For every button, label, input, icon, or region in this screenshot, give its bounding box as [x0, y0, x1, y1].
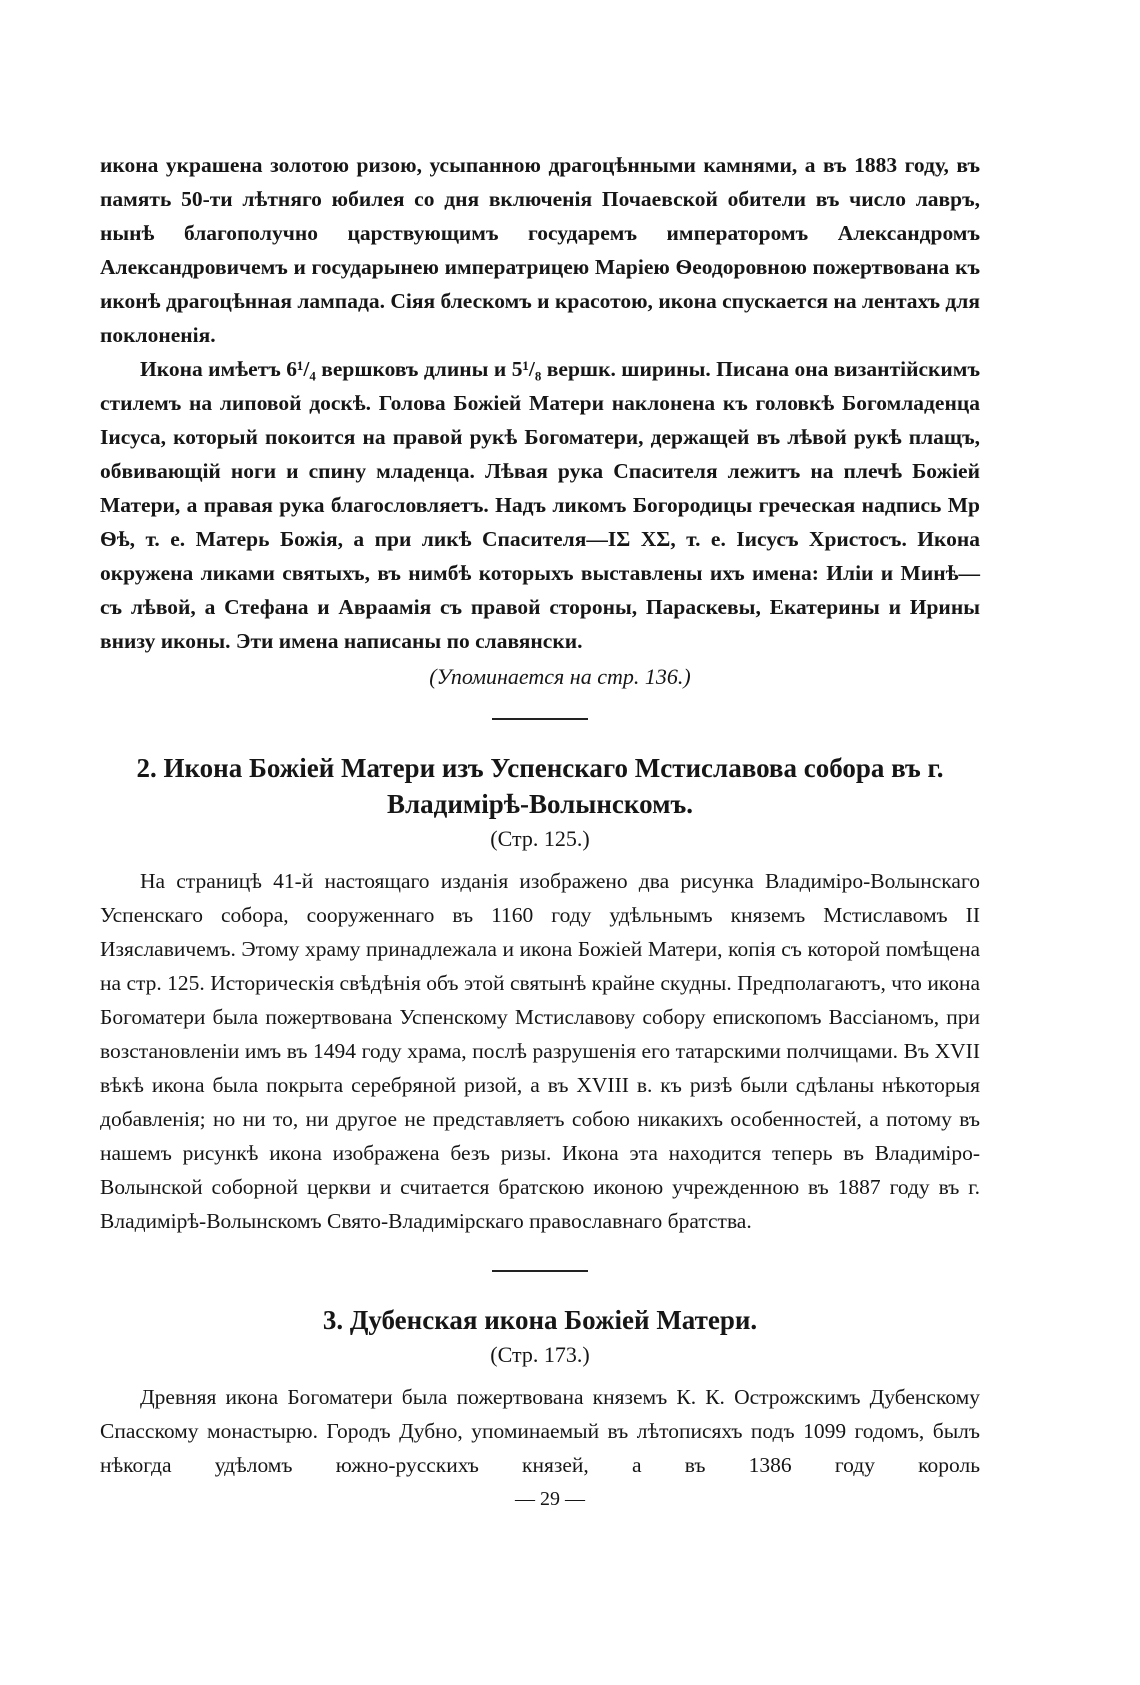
page-reference-vladimir: (Стр. 125.) [490, 826, 590, 851]
mention-reference: (Упоминается на стр. 136.) [429, 664, 691, 689]
page-reference-dubno: (Стр. 173.) [490, 1342, 590, 1367]
section-heading-vladimir: 2. Икона Божіей Матери изъ Успенскаго Мстиславова собора въ г. Владимірѣ-Волынскомъ. [136, 753, 944, 819]
page-content [100, 148, 980, 1511]
section-heading-dubno: 3. Дубенская икона Божіей Матери. [322, 1305, 758, 1335]
section-divider [492, 718, 588, 720]
section-divider [492, 1270, 588, 1272]
paragraph-icon-description: Икона имѣетъ 6¹/₄ вершковъ длины и 5¹/₈ вершк. ширины. Писана она византійскимъ стилемъ на липовой доскѣ. Голова Божіей Матери наклонена къ головкѣ Богомладенца Іисуса, который покоится на правой рукѣ Богоматери, держащей въ лѣвой рукѣ плащъ, обвивающій ноги и спину младенца. Лѣвая рука Спасителя лежитъ на плечѣ Божіей Матери, а правая рука благословляетъ. Надъ ликомъ Богородицы греческая надпись Мр Ѳѣ, т. е. Матерь Божія, а при ликѣ Спасителя—IΣ ΧΣ, т. е. Іисусъ Христосъ. Икона окружена ликами святыхъ, въ нимбѣ которыхъ выставлены ихъ имена: Иліи и Минѣ—съ лѣвой, а Стефана и Авраамія съ правой стороны, Параскевы, Екатерины и Ирины внизу иконы. Эти имена написаны по славянски. [100, 357, 980, 653]
paragraph-rizа: икона украшена золотою ризою, усыпанною драгоцѣнными камнями, а въ 1883 году, въ память 50-ти лѣтняго юбилея со дня включенія Почаевской обители въ число лавръ, нынѣ благополучно царствующимъ государемъ императоромъ Александромъ Александровичемъ и государынею императрицею Маріею Ѳеодоровною пожертвована къ иконѣ драгоцѣнная лампада. Сіяя блескомъ и красотою, икона спускается на лентахъ для поклоненія. [100, 153, 980, 347]
paragraph-dubno: Древняя икона Богоматери была пожертвована княземъ К. К. Острожскимъ Дубенскому Спасскому монастырю. Городъ Дубно, упоминаемый въ лѣтописяхъ подъ 1099 годомъ, былъ нѣкогда удѣломъ южно-русскихъ князей, а въ 1386 году король [100, 1385, 980, 1477]
page-number: — 29 — [515, 1488, 585, 1510]
paragraph-vladimir: На страницѣ 41-й настоящаго изданія изображено два рисунка Владиміро-Волынскаго Успенскаго собора, сооруженнаго въ 1160 году удѣльнымъ княземъ Мстиславомъ II Изяславичемъ. Этому храму принадлежала и икона Божіей Матери, копія съ которой помѣщена на стр. 125. Историческія свѣдѣнія объ этой святынѣ крайне скудны. Предполагаютъ, что икона Богоматери была пожертвована Успенскому Мстиславову собору епископомъ Вассіаномъ, при возстановленіи имъ въ 1494 году храма, послѣ разрушенія его татарскими полчищами. Въ XVII вѣкѣ икона была покрыта серебряной ризой, а въ XVIII в. къ ризѣ были сдѣланы нѣкоторыя добавленія; но ни то, ни другое не представляетъ собою никакихъ особенностей, а потому въ нашемъ рисункѣ икона изображена безъ ризы. Икона эта находится теперь въ Владиміро-Волынской соборной церкви и считается братскою иконою учрежденною въ 1887 году въ г. Владимірѣ-Волынскомъ Свято-Владимірскаго православнаго братства. [100, 869, 980, 1233]
